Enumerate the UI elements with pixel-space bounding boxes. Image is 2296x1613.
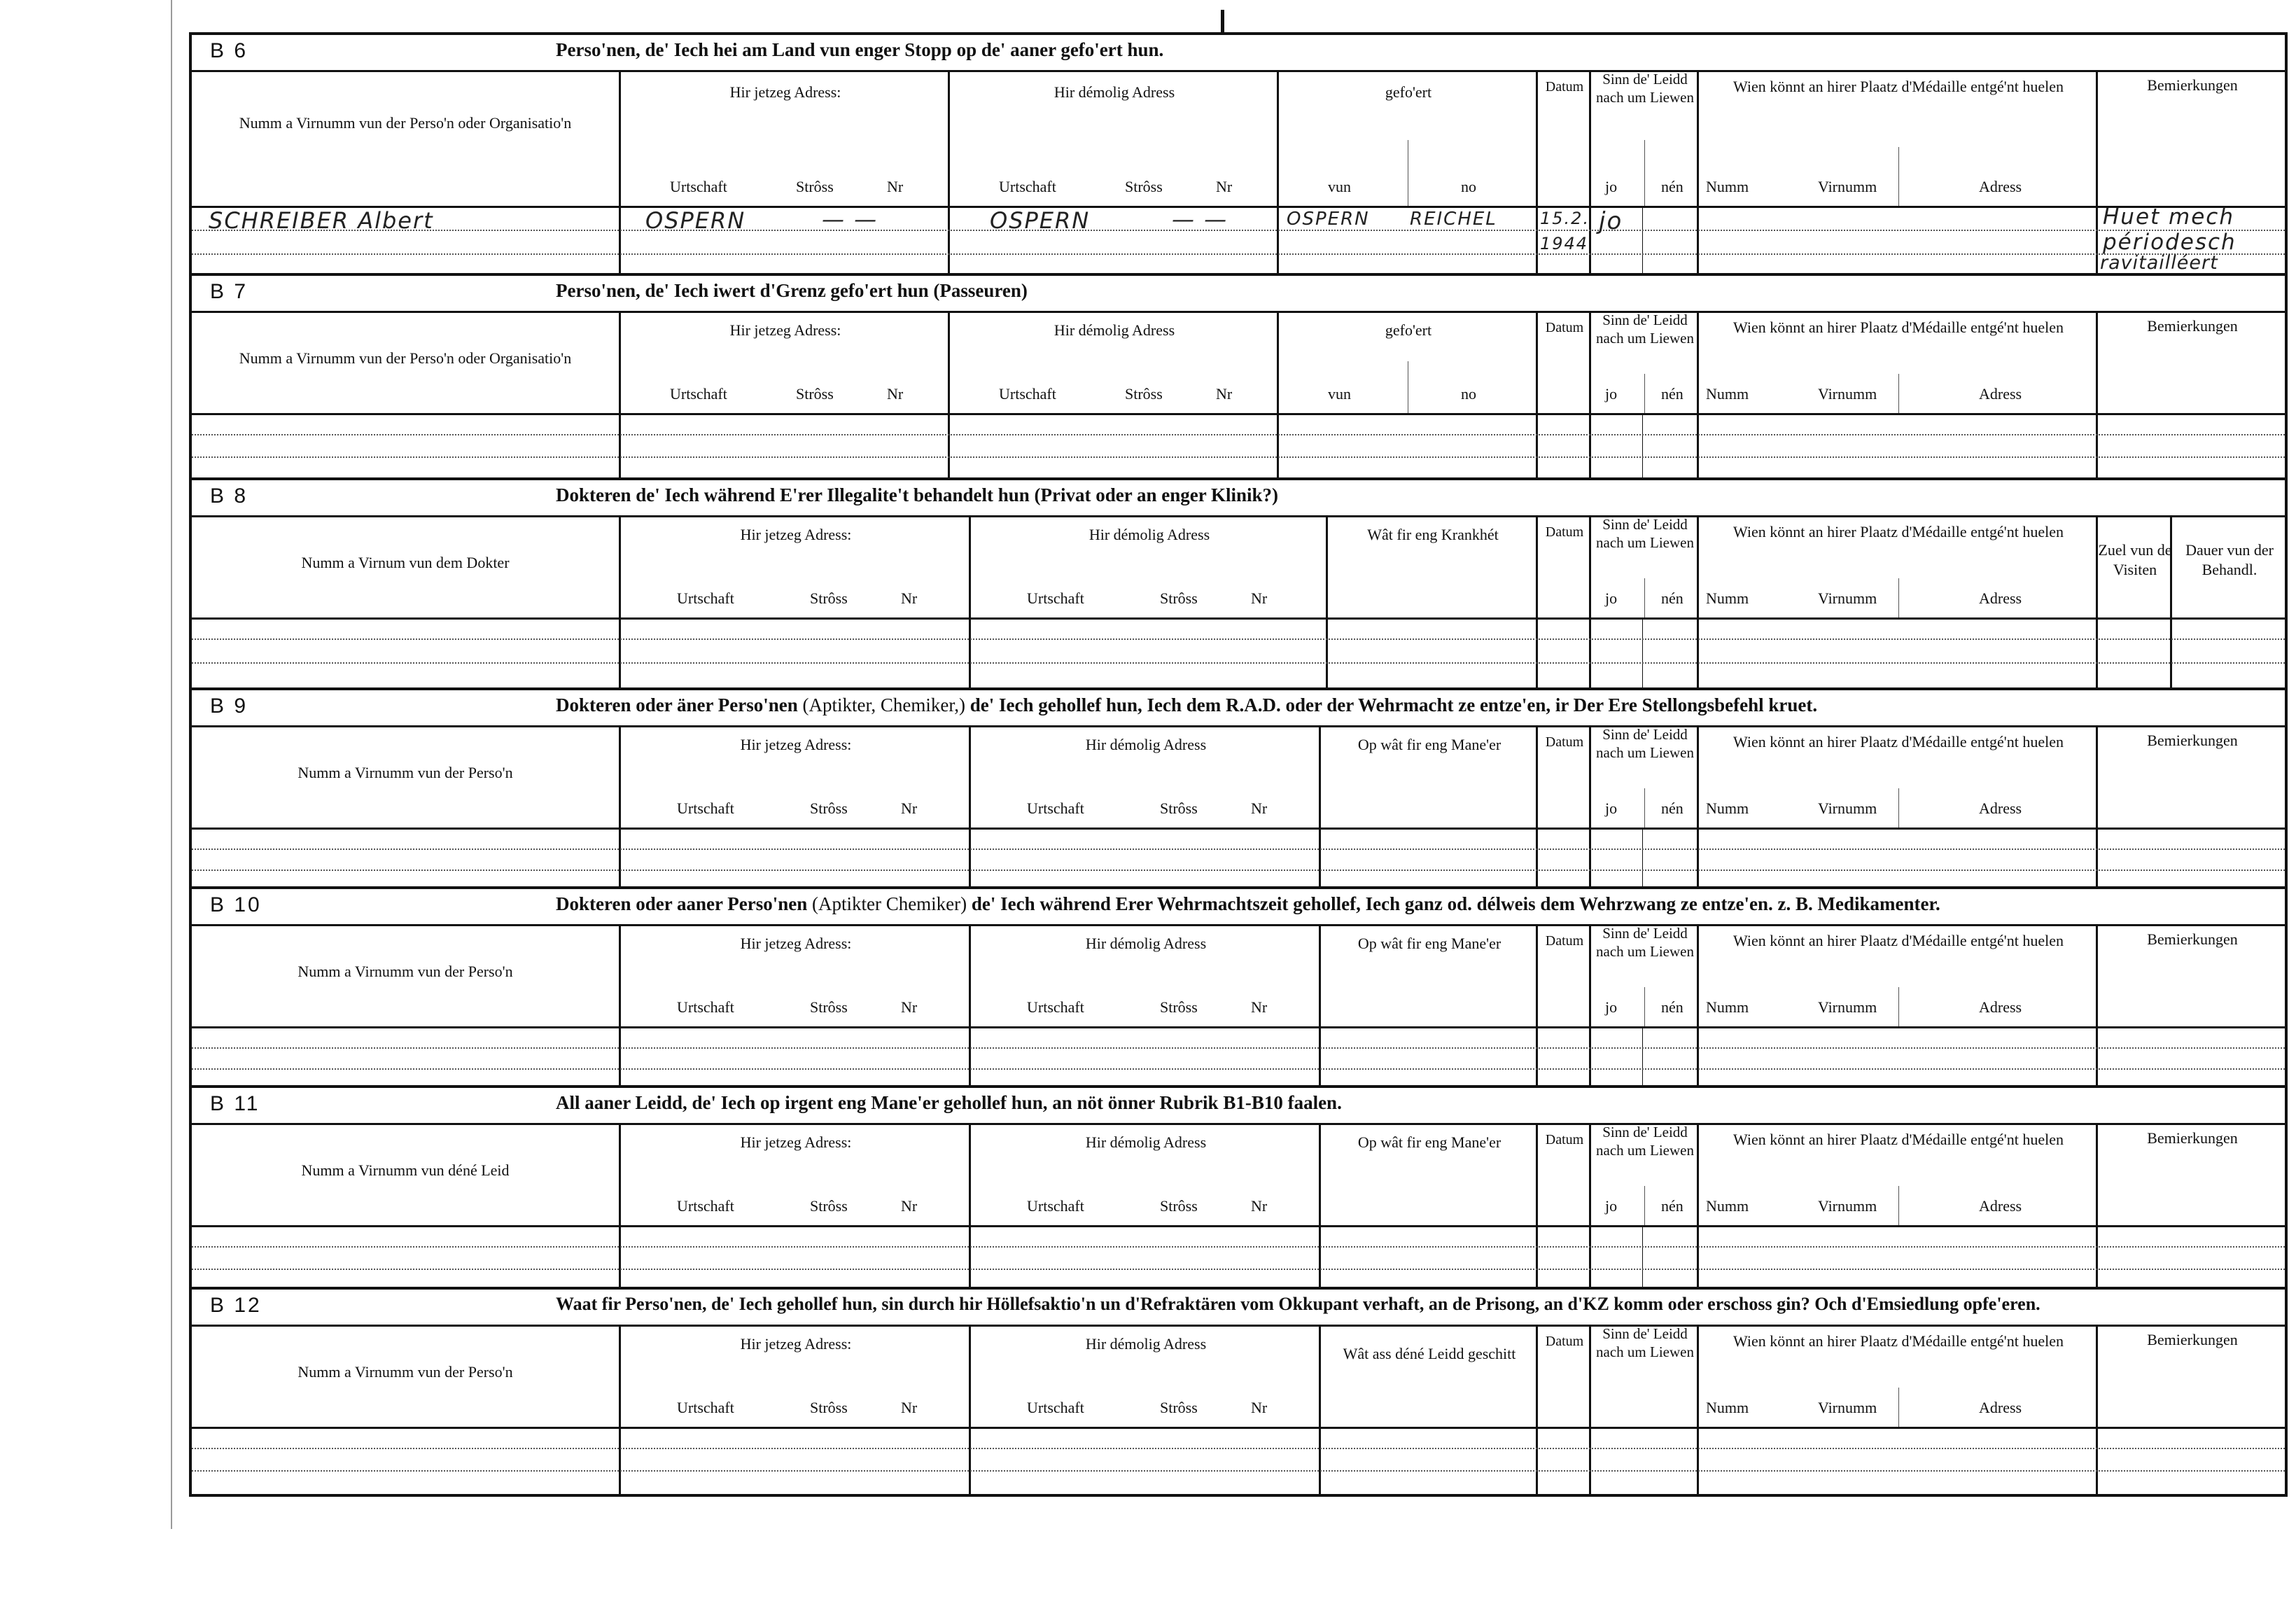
column-header: Numm a Virnumm vun der Perso'n Hir jetzeg Adress: Urtschaft Strôss Nr Hir démolig Adress Urtschaft Strôss Nr Op wât fir eng Mane'er Datum Sinn de' Leidd nach um Liewen jo nén Wien könnt an hirer Plaatz d'Médaille entgé'nt huelen Numm Virnumm Adress Bemierkungen (192, 924, 2285, 1028)
name-column-label: Numm a Virnumm vun der Perso'n oder Organisatio'n (239, 114, 572, 132)
section-b8 (192, 477, 2285, 687)
entry-rows (192, 1427, 2285, 1494)
handwritten-remark: Huet mech (2103, 204, 2235, 230)
section-title: All aaner Leidd, de' Iech op irgent eng Mane'er gehollef hun, an nöt önner Rubrik B1-B10 faalen. (556, 1092, 1342, 1113)
section-b6 (192, 35, 2285, 273)
column-header: Numm a Virnumm vun der Perso'n Hir jetzeg Adress: Urtschaft Strôss Nr Hir démolig Adress Urtschaft Strôss Nr Op wât fir eng Mane'er Datum Sinn de' Leidd nach um Liewen jo nén Wien könnt an hirer Plaatz d'Médaille entgé'nt huelen Numm Virnumm Adress Bemierkungen (192, 725, 2285, 830)
section-code: B 12 (210, 1294, 262, 1317)
entry-rows (192, 828, 2285, 889)
column-header: Numm a Virnum vun dem Dokter Hir jetzeg Adress: Urtschaft Strôss Nr Hir démolig Adress Urtschaft Strôss Nr Wât fir eng Krankhét Datum Sinn de' Leidd nach um Liewen jo nén Wien könnt an hirer Plaatz d'Médaille entgé'nt huelen Numm Virnumm Adress Zuel vun de Visiten Dauer vun der Behandl. (192, 515, 2285, 620)
section-code: B 11 (210, 1092, 260, 1115)
questionnaire-form (189, 32, 2288, 1497)
entry-rows (192, 1026, 2285, 1088)
entry-rows (192, 413, 2285, 480)
section-code: B 9 (210, 694, 248, 718)
handwritten-to: REICHEL (1410, 209, 1497, 230)
page-edge (171, 0, 172, 1529)
entry-rows (192, 1225, 2285, 1290)
section-b9 (192, 687, 2285, 886)
section-b7 (192, 273, 2285, 477)
section-b10 (192, 886, 2285, 1085)
column-header: Numm a Virnumm vun déné Leid Hir jetzeg Adress: Urtschaft Strôss Nr Hir démolig Adress Urtschaft Strôss Nr Op wât fir eng Mane'er Datum Sinn de' Leidd nach um Liewen jo nén Wien könnt an hirer Plaatz d'Médaille entgé'nt huelen Numm Virnumm Adress Bemierkungen (192, 1123, 2285, 1227)
section-title: Dokteren oder äner Perso'nen (Aptikter, Chemiker,) de' Iech gehollef hun, Iech dem R.A.D. oder der Wehrmacht ze entze'en, ir Der Ere Stellongsbefehl kruet. (556, 694, 1818, 715)
entry-rows: SCHREIBER Albert OSPERN — — OSPERN — — OSPERN REICHEL 15.2. 1944 jo Huet mech périodesch ravitailléert (192, 206, 2285, 273)
column-header: Numm a Virnumm vun der Perso'n oder Organisatio'n Hir jetzeg Adress: Urtschaft Strôss Nr Hir démolig Adress Urtschaft Strôss Nr gefo'ert vun no Datum Sinn de' Leidd nach um Liewen jo nén Wien könnt an hirer Plaatz d'Médaille entgé'nt huelen Numm Virnumm Adress Bemierkungen (192, 70, 2285, 208)
entry-rows (192, 617, 2285, 690)
section-title: Dokteren de' Iech während E'rer Illegalite't behandelt hun (Privat oder an enger Klinik?) (556, 484, 1279, 505)
handwritten-former-place: OSPERN (990, 207, 1091, 234)
column-header: Numm a Virnumm vun der Perso'n oder Organisatio'n Hir jetzeg Adress: Urtschaft Strôss Nr Hir démolig Adress Urtschaft Strôss Nr gefo'ert vun no Datum Sinn de' Leidd nach um Liewen jo nén Wien könnt an hirer Plaatz d'Médaille entgé'nt huelen Numm Virnumm Adress Bemierkungen (192, 311, 2285, 415)
handwritten-name: SCHREIBER Albert (209, 207, 434, 234)
section-title: Waat fir Perso'nen, de' Iech gehollef hun, sin durch hir Höllefsaktio'n un d'Refraktären vom Okkupant verhaft, an de Prisong, an d'KZ komm oder erschoss gin? Och d'Emsiedlung opfe'eren. (556, 1294, 2040, 1314)
fold-mark (1221, 10, 1224, 34)
handwritten-from: OSPERN (1287, 209, 1370, 230)
section-code: B 8 (210, 484, 248, 508)
section-code: B 6 (210, 39, 248, 62)
section-code: B 7 (210, 280, 248, 303)
section-title: Dokteren oder aaner Perso'nen (Aptikter Chemiker) de' Iech während Erer Wehrmachtszeit gehollef, Iech ganz od. délweis dem Wehrzwang ze entze'en. z. B. Medikamenter. (556, 893, 1940, 914)
section-title: Perso'nen, de' Iech iwert d'Grenz gefo'ert hun (Passeuren) (556, 280, 1028, 301)
column-header: Numm a Virnumm vun der Perso'n Hir jetzeg Adress: Urtschaft Strôss Nr Hir démolig Adress Urtschaft Strôss Nr Wât ass déné Leidd geschitt Datum Sinn de' Leidd nach um Liewen Wien könnt an hirer Plaatz d'Médaille entgé'nt huelen Numm Virnumm Adress Bemierkungen (192, 1325, 2285, 1429)
handwritten-date: 15.2. (1540, 209, 1590, 228)
section-b11 (192, 1085, 2285, 1287)
section-code: B 10 (210, 893, 262, 916)
section-b12 (192, 1287, 2285, 1494)
handwritten-current-place: OSPERN (645, 207, 746, 234)
section-title: Perso'nen, de' Iech hei am Land vun enger Stopp op de' aaner gefo'ert hun. (556, 39, 1164, 60)
handwritten-yes: jo (1599, 207, 1623, 235)
